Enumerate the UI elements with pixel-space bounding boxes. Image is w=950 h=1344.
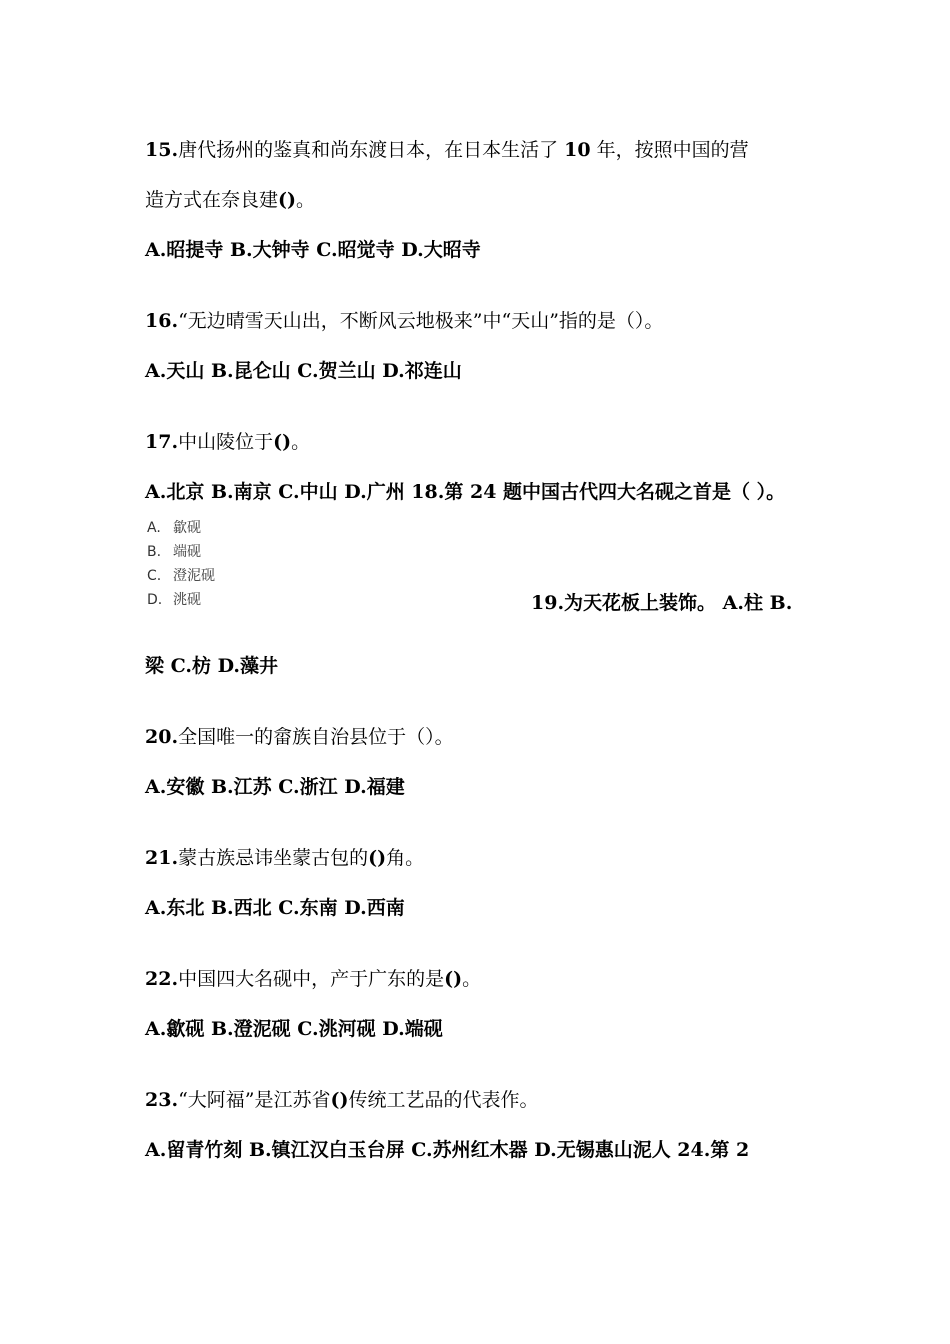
- question-22-options: A.歙砚 B.澄泥砚 C.洮河砚 D.端砚: [145, 1018, 443, 1040]
- question-22: 22.中国四大名砚中，产于广东的是()。: [145, 968, 482, 990]
- question-20: 20.全国唯一的畲族自治县位于（）。: [145, 726, 454, 748]
- question-19-line-1: 19.为天花板上装饰。 A.柱 B.: [531, 592, 793, 614]
- question-18-option-b: B. 端砚: [147, 544, 201, 560]
- question-21: 21.蒙古族忌讳坐蒙古包的()角。: [145, 847, 425, 869]
- question-16: 16.“无边晴雪天山出，不断风云地极来”中“天山”指的是（）。: [145, 310, 664, 332]
- question-23: 23.“大阿福”是江苏省()传统工艺品的代表作。: [145, 1089, 539, 1111]
- question-17-options-and-18: A.北京 B.南京 C.中山 D.广州 18.第 24 题中国古代四大名砚之首是（ ）。: [145, 481, 786, 503]
- question-18-options: [147, 516, 215, 612]
- question-21-options: A.东北 B.西北 C.东南 D.西南: [145, 897, 405, 919]
- question-18-option-d: D. 洮砚: [147, 592, 201, 608]
- question-15-line-2: 造方式在奈良建()。: [145, 189, 316, 211]
- question-17: 17.中山陵位于()。: [145, 431, 311, 453]
- question-23-options-and-24: A.留青竹刻 B.镇江汉白玉台屏 C.苏州红木器 D.无锡惠山泥人 24.第 2: [145, 1139, 750, 1161]
- question-15-line-1: 15.唐代扬州的鉴真和尚东渡日本，在日本生活了 10 年，按照中国的营: [145, 139, 749, 161]
- question-20-options: A.安徽 B.江苏 C.浙江 D.福建: [145, 776, 405, 798]
- question-19-line-2: 梁 C.枋 D.藻井: [145, 655, 279, 677]
- question-16-options: A.天山 B.昆仑山 C.贺兰山 D.祁连山: [145, 360, 462, 382]
- question-15-options: A.昭提寺 B.大钟寺 C.昭觉寺 D.大昭寺: [145, 239, 481, 261]
- question-18-option-c: C. 澄泥砚: [147, 568, 215, 584]
- question-18-option-a: A. 歙砚: [147, 520, 201, 536]
